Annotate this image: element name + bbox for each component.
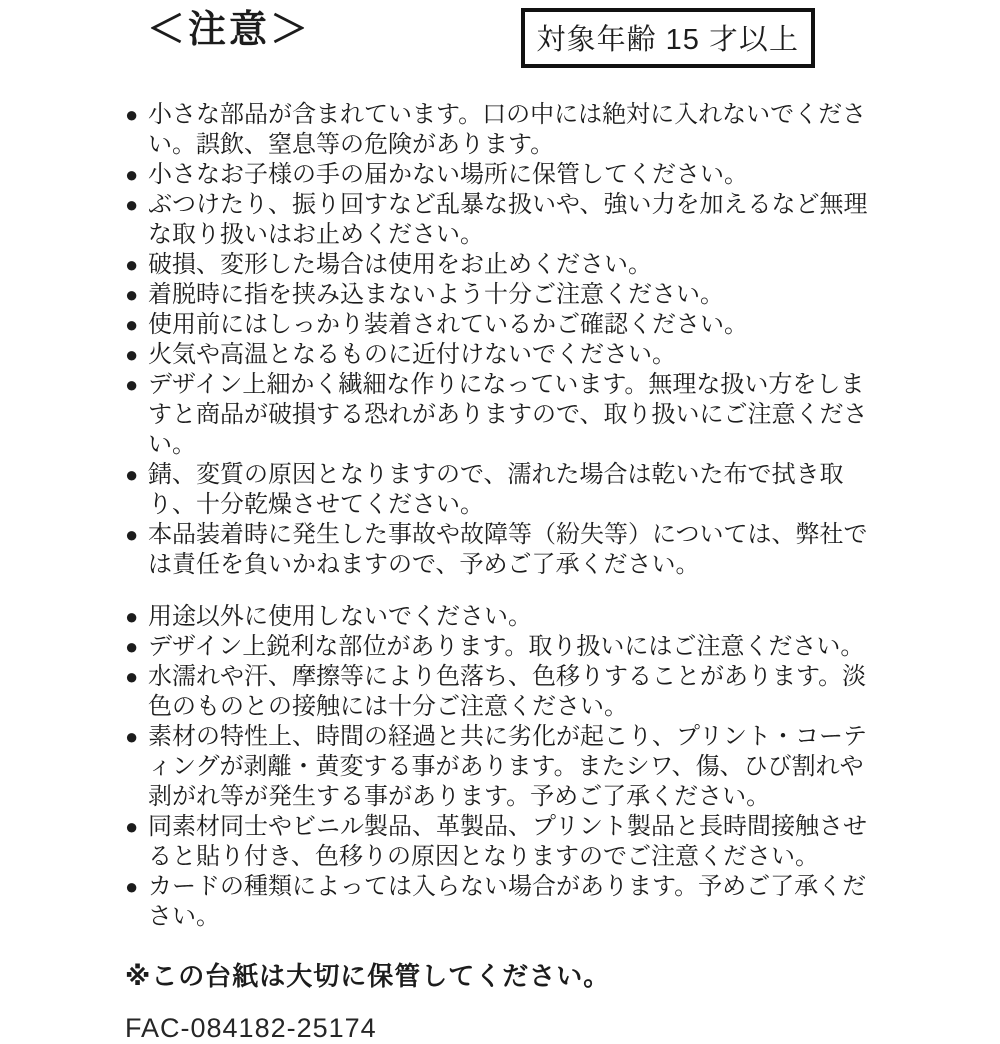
warning-item xyxy=(125,190,887,250)
warning-text: 破損、変形した場合は使用をお止めください。 xyxy=(148,251,652,278)
warning-item xyxy=(125,340,887,370)
warning-text: 使用前にはしっかり装着されているかご確認ください。 xyxy=(148,311,748,338)
warning-list-secondary xyxy=(125,602,887,932)
bullet-icon: ● xyxy=(125,462,139,487)
bullet-icon: ● xyxy=(125,604,139,629)
keep-card-notice: ※この台紙は大切に保管してください。 xyxy=(125,961,611,991)
warning-text: カードの種類によっては入らない場合があります。予めご了承ください。 xyxy=(148,873,867,930)
warning-item xyxy=(125,872,887,932)
bullet-icon: ● xyxy=(125,814,139,839)
warning-item xyxy=(125,662,887,722)
bullet-icon: ● xyxy=(125,664,139,689)
bullet-icon: ● xyxy=(125,312,139,337)
warning-text: 火気や高温となるものに近付けないでください。 xyxy=(148,341,676,368)
warning-item xyxy=(125,370,887,460)
warning-item xyxy=(125,460,887,520)
age-restriction-badge: 対象年齢 15 才以上 xyxy=(521,8,815,68)
warning-item xyxy=(125,520,887,580)
bullet-icon: ● xyxy=(125,102,139,127)
bullet-icon: ● xyxy=(125,724,139,749)
warning-item xyxy=(125,250,887,280)
warning-text: 用途以外に使用しないでください。 xyxy=(148,603,532,630)
warning-item xyxy=(125,280,887,310)
bullet-icon: ● xyxy=(125,252,139,277)
warning-item xyxy=(125,160,887,190)
bullet-icon: ● xyxy=(125,522,139,547)
warning-text: ぶつけたり、振り回すなど乱暴な扱いや、強い力を加えるなど無理な取り扱いはお止めください。 xyxy=(148,191,868,248)
warning-text: 本品装着時に発生した事故や故障等（紛失等）については、弊社では責任を負いかねますので、予めご了承ください。 xyxy=(148,521,868,578)
bullet-icon: ● xyxy=(125,282,139,307)
warning-item xyxy=(125,812,887,872)
page-title: ＜注意＞ xyxy=(147,9,312,51)
bullet-icon: ● xyxy=(125,192,139,217)
warning-item xyxy=(125,632,887,662)
warning-item xyxy=(125,310,887,340)
warning-item xyxy=(125,722,887,812)
warning-text: 小さなお子様の手の届かない場所に保管してください。 xyxy=(148,161,748,188)
warning-text: 水濡れや汗、摩擦等により色落ち、色移りすることがあります。淡色のものとの接触には十分ご注意ください。 xyxy=(148,663,867,720)
bullet-icon: ● xyxy=(125,874,139,899)
header xyxy=(125,8,887,68)
warning-list-primary xyxy=(125,100,887,580)
warning-text: 小さな部品が含まれています。口の中には絶対に入れないでください。誤飲、窒息等の危険があります。 xyxy=(148,101,867,158)
warning-item xyxy=(125,100,887,160)
product-code: FAC-084182-25174 xyxy=(125,1013,377,1043)
warning-text: デザイン上細かく繊細な作りになっています。無理な扱い方をしますと商品が破損する恐れがありますので、取り扱いにご注意ください。 xyxy=(148,371,868,458)
warning-text: 着脱時に指を挟み込まないよう十分ご注意ください。 xyxy=(148,281,724,308)
bullet-icon: ● xyxy=(125,372,139,397)
warning-text: 錆、変質の原因となりますので、濡れた場合は乾いた布で拭き取り、十分乾燥させてください。 xyxy=(148,461,844,518)
group-divider-space xyxy=(125,580,887,602)
bullet-icon: ● xyxy=(125,342,139,367)
bullet-icon: ● xyxy=(125,634,139,659)
warning-text: デザイン上鋭利な部位があります。取り扱いにはご注意ください。 xyxy=(148,633,865,660)
warning-item xyxy=(125,602,887,632)
warning-text: 同素材同士やビニル製品、革製品、プリント製品と長時間接触させると貼り付き、色移りの原因となりますのでご注意ください。 xyxy=(148,813,868,870)
caution-card xyxy=(125,8,887,1044)
warning-text: 素材の特性上、時間の経過と共に劣化が起こり、プリント・コーティングが剥離・黄変する事があります。またシワ、傷、ひび割れや剥がれ等が発生する事があります。予めご了承ください。 xyxy=(148,723,868,810)
bullet-icon: ● xyxy=(125,162,139,187)
